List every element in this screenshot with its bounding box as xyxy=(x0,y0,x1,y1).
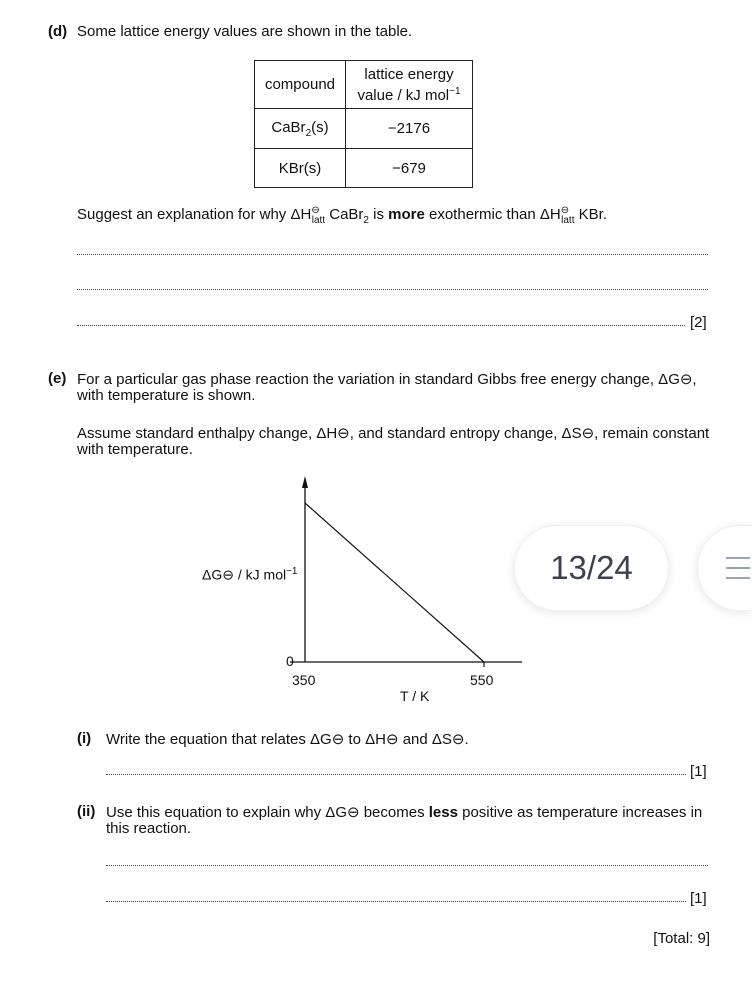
compound-cell: KBr(s) xyxy=(255,149,346,188)
page-indicator[interactable] xyxy=(514,525,669,611)
marks-ii: [1] xyxy=(690,890,707,907)
sub-ii-text: Use this equation to explain why ΔG⊖ becomes less positive as temperature increases in xyxy=(106,804,703,821)
part-e-assume: Assume standard enthalpy change, ΔH⊖, and standard entropy change, ΔS⊖, remain constant xyxy=(77,425,710,442)
y-tick-label: 0 xyxy=(286,653,294,669)
x-tick-label-550: 550 xyxy=(470,672,494,688)
value-cell: −2176 xyxy=(346,109,473,149)
value-cell: −679 xyxy=(346,149,473,188)
sub-ii-text-2: this reaction. xyxy=(106,820,192,837)
answer-line[interactable] xyxy=(106,865,708,866)
hamburger-icon xyxy=(726,557,750,579)
y-axis-arrow xyxy=(302,476,308,488)
total-marks: [Total: 9] xyxy=(653,930,710,947)
part-e-intro-2: with temperature is shown. xyxy=(77,387,256,404)
part-d-label: (d) xyxy=(48,23,68,40)
x-tick-label-350: 350 xyxy=(292,672,316,688)
part-d-intro: Some lattice energy values are shown in the table. xyxy=(77,23,413,40)
answer-line[interactable] xyxy=(106,901,686,902)
answer-line[interactable] xyxy=(106,774,686,775)
compound-cell: CaBr$_2$(s) xyxy=(255,109,346,149)
part-e-intro: For a particular gas phase reaction the variation in standard Gibbs free energy change, ΔG⊖, xyxy=(77,371,697,388)
part-d-question: Suggest an explanation for why $\Delta H^⊖_{latt}$ CaBr$_2$ is more exothermic than $\Delta H^⊖_{latt}$ KBr. xyxy=(77,205,607,226)
part-e-assume-2: with temperature. xyxy=(77,441,193,458)
marks-d: [2] xyxy=(690,314,707,331)
y-axis-label: ΔG⊖ / kJ mol$^{-1}$ xyxy=(202,566,298,583)
sub-ii-label: (ii) xyxy=(77,803,96,820)
sub-i-text: Write the equation that relates ΔG⊖ to ΔH⊖ and ΔS⊖. xyxy=(106,731,469,748)
header-lattice-energy: lattice energy value / kJ mol$^{-1}$ xyxy=(346,61,473,109)
marks-i: [1] xyxy=(690,763,707,780)
x-axis-label: T / K xyxy=(400,688,430,704)
page-indicator-text: 13/24 xyxy=(550,549,633,586)
sub-i-label: (i) xyxy=(77,730,92,747)
header-compound: compound xyxy=(255,61,346,109)
series-line xyxy=(305,503,484,662)
part-e-label: (e) xyxy=(48,370,67,387)
